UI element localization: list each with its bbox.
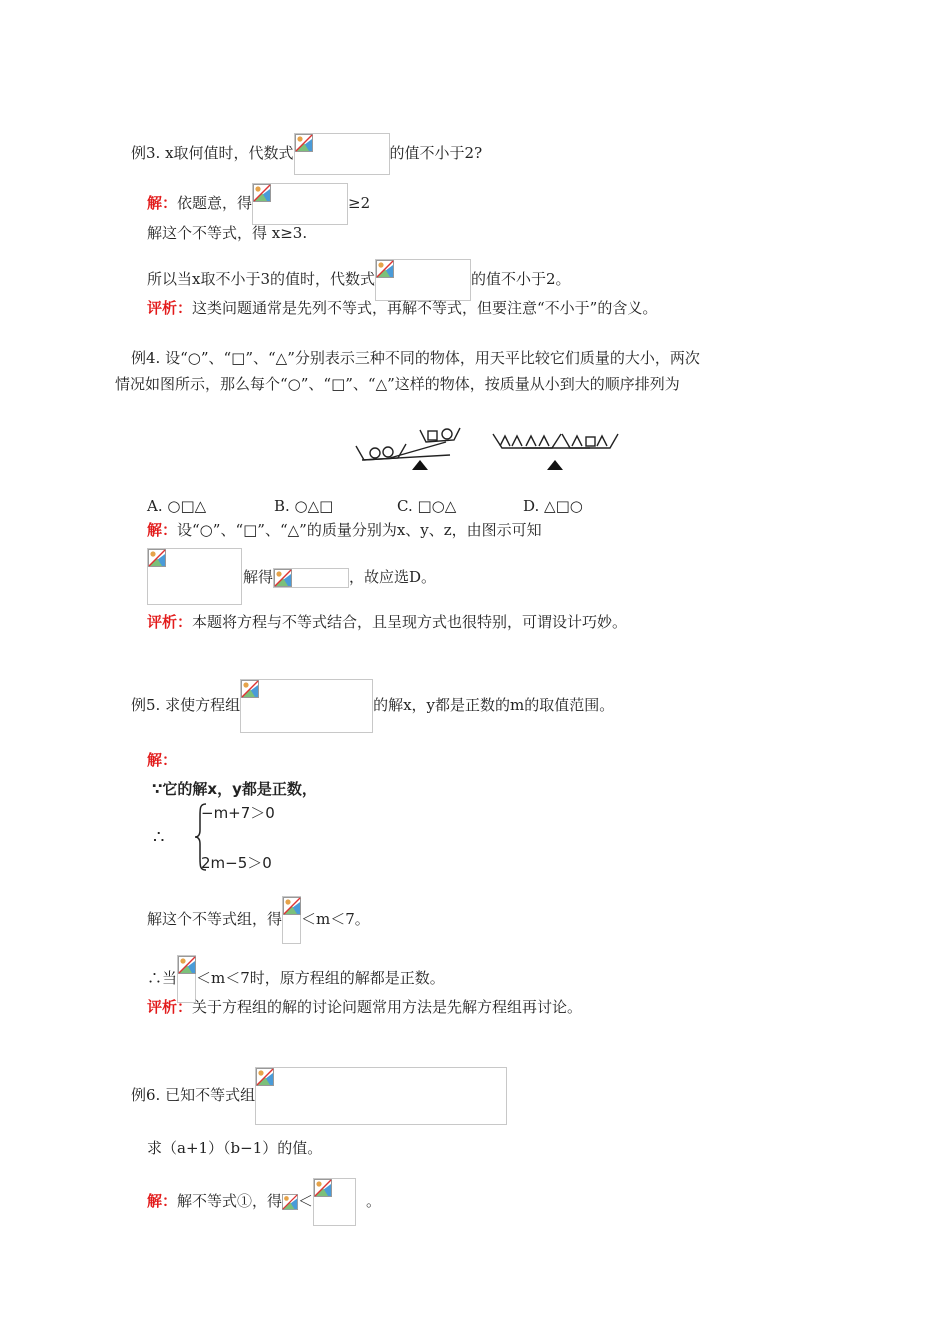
ex3-note-text: 这类问题通常是先列不等式，再解不等式，但要注意“不小于”的含义。 xyxy=(192,299,658,317)
ex6-bound-image xyxy=(313,1178,356,1226)
broken-image-icon xyxy=(274,569,292,587)
ex6-ask-line: 求（a+1）（b−1）的值。 xyxy=(147,1139,323,1157)
option-a: A. ○□△ xyxy=(147,497,207,515)
broken-image-icon xyxy=(314,1179,332,1197)
ex3-question-tail: 的值不小于2? xyxy=(389,144,483,162)
analysis-label: 评析： xyxy=(147,299,193,317)
ex4-question-line2: 情况如图所示，那么每个“○”、“□”、“△”这样的物体，按质量从小到大的顺序排列为 xyxy=(115,375,680,393)
ex5-question-tail: 的解x，y都是正数的m的取值范围。 xyxy=(373,696,615,714)
ex3-solution-line2: 解这个不等式，得 x≥3. xyxy=(147,224,308,242)
ex4-note-text: 本题将方程与不等式结合，且呈现方式也很特别，可谓设计巧妙。 xyxy=(192,613,628,631)
ex3-solution-text: 依题意，得 xyxy=(177,194,253,212)
solution-label: 解： xyxy=(147,1192,178,1210)
ex6-solution-text: 解不等式①，得 xyxy=(177,1192,283,1210)
broken-image-icon xyxy=(253,184,271,202)
broken-image-icon xyxy=(283,897,301,915)
ex5-note xyxy=(147,996,582,1018)
ex3-geq-2: ≥2 xyxy=(348,194,371,212)
broken-image-icon xyxy=(256,1068,274,1086)
analysis-label: 评析： xyxy=(147,613,193,631)
ex5-solution-line4-text: ∴当 xyxy=(147,969,178,987)
ex4-solution-line1 xyxy=(147,519,542,541)
broken-image-icon xyxy=(295,134,313,152)
ex3-solution-line3 xyxy=(147,259,571,301)
balance-scale-figure xyxy=(350,422,625,478)
ex4-answer-text: ，故应选D。 xyxy=(349,568,437,586)
ex4-solution-line2 xyxy=(243,566,436,588)
option-c: C. □○△ xyxy=(397,497,457,515)
ex6-period: 。 xyxy=(366,1192,382,1210)
ex3-formula-image xyxy=(294,133,390,175)
ex3-question-text: 例3. x取何值时，代数式 xyxy=(131,144,294,162)
ex5-question xyxy=(131,679,614,733)
broken-image-icon xyxy=(178,956,196,974)
right-fulcrum-icon xyxy=(547,460,563,470)
solution-label: 解： xyxy=(147,194,178,212)
ex6-question xyxy=(131,1067,507,1125)
ex4-result-image xyxy=(273,568,349,588)
ex5-system-image xyxy=(240,679,373,733)
ex5-solution-line4-tail: ＜m＜7时，原方程组的解都是正数。 xyxy=(196,969,445,987)
ex3-inequality-image xyxy=(252,183,348,225)
ex6-solution-line1 xyxy=(147,1178,381,1226)
ex5-note-text: 关于方程组的解的讨论问题常用方法是先解方程组再讨论。 xyxy=(192,998,583,1016)
ex5-solution-line3-text: 解这个不等式组，得 xyxy=(147,910,283,928)
left-fulcrum-icon xyxy=(412,460,428,470)
ex3-question xyxy=(131,133,482,175)
ex4-question-line1: 例4. 设“○”、“□”、“△”分别表示三种不同的物体，用天平比较它们质量的大小，两次 xyxy=(131,349,700,367)
ex3-solution-line1 xyxy=(147,183,370,225)
ex4-system-image xyxy=(147,548,242,605)
ex5-solution-line3-tail: ＜m＜7。 xyxy=(301,910,370,928)
broken-image-icon xyxy=(241,680,259,698)
ex3-note xyxy=(147,297,657,319)
ex6-question-text: 例6. 已知不等式组 xyxy=(131,1086,256,1104)
ex3-formula-image-2 xyxy=(375,259,471,301)
ex6-less-than: ＜ xyxy=(298,1192,314,1210)
ex5-bound-image xyxy=(282,896,301,944)
ex4-solution-text: 设“○”、“□”、“△”的质量分别为x、y、z，由图示可知 xyxy=(177,521,542,539)
option-d: D. △□○ xyxy=(523,497,583,515)
ex4-solved-label: 解得 xyxy=(243,568,274,586)
analysis-label: 评析： xyxy=(147,998,193,1016)
ex6-variable-image xyxy=(282,1194,298,1210)
ex6-system-image xyxy=(255,1067,507,1125)
option-b: B. ○△□ xyxy=(274,497,334,515)
ex3-solution-line3-text: 所以当x取不小于3的值时，代数式 xyxy=(147,270,376,288)
broken-image-icon xyxy=(282,1194,298,1210)
broken-image-icon xyxy=(148,549,166,567)
ex3-solution-line3-tail: 的值不小于2。 xyxy=(471,270,571,288)
ex5-therefore-symbol: ∴ xyxy=(153,827,165,848)
broken-image-icon xyxy=(376,260,394,278)
ex5-solution-line3 xyxy=(147,896,370,944)
solution-label: 解： xyxy=(147,521,178,539)
ex5-inequality-1: −m+7＞0 xyxy=(201,804,275,822)
ex5-because-line: ∵它的解x，y都是正数， xyxy=(152,780,317,798)
solution-label: 解： xyxy=(147,751,178,769)
ex5-question-text: 例5. 求使方程组 xyxy=(131,696,241,714)
ex4-note xyxy=(147,611,627,633)
ex5-inequality-2: 2m−5＞0 xyxy=(201,854,272,872)
